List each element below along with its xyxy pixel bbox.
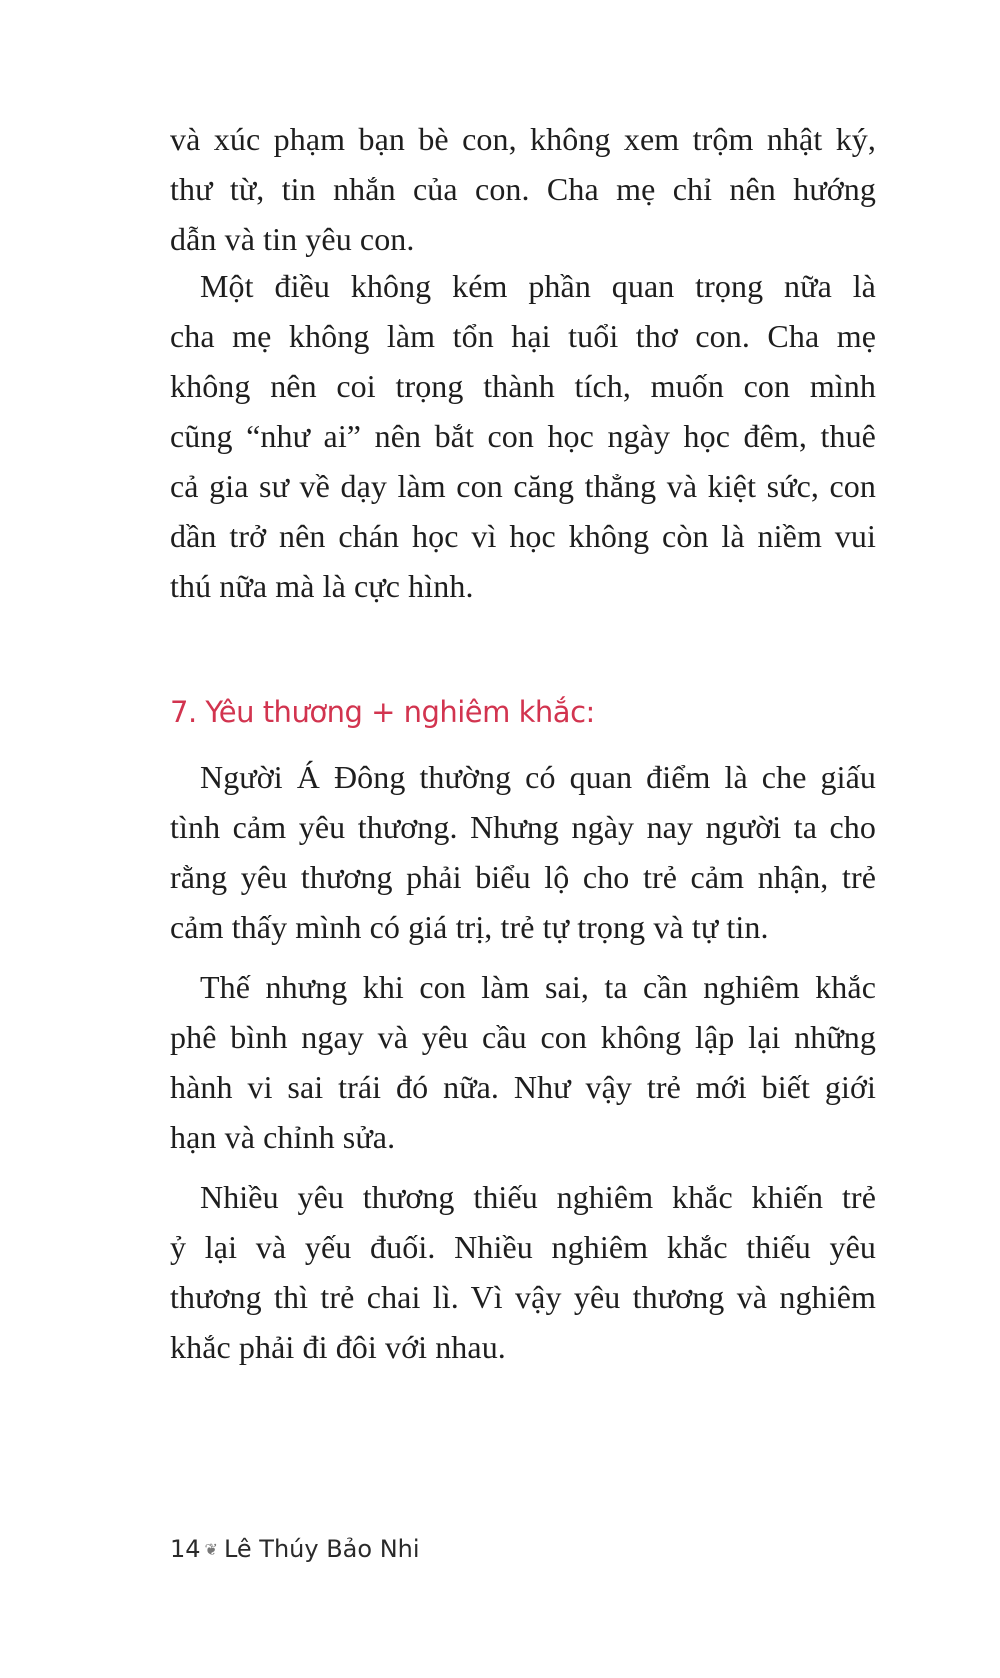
author-name: Lê Thúy Bảo Nhi — [223, 1535, 420, 1563]
text-line: Người Á Đông thường có quan điểm là che giấu — [200, 759, 876, 795]
text-line: Nhiều yêu thương thiếu nghiêm khắc khiến trẻ — [200, 1179, 876, 1215]
text-line: thương thì trẻ chai lì. Vì vậy yêu thương và nghiêm — [170, 1279, 876, 1315]
paragraph — [170, 752, 876, 952]
text-line: cảm thấy mình có giá trị, trẻ tự trọng và tự tin. — [170, 909, 769, 945]
paragraph — [170, 1172, 876, 1372]
text-line: dần trở nên chán học vì học không còn là niềm vui — [170, 518, 876, 554]
text-line: không nên coi trọng thành tích, muốn con mình — [170, 368, 876, 404]
text-line: cả gia sư về dạy làm con căng thẳng và kiệt sức, con — [170, 468, 876, 504]
text-line: dẫn và tin yêu con. — [170, 221, 415, 257]
fleuron-icon: ❦ — [204, 1540, 218, 1559]
text-line: Một điều không kém phần quan trọng nữa là — [200, 268, 876, 304]
page-footer — [170, 1532, 420, 1567]
text-line: hành vi sai trái đó nữa. Như vậy trẻ mới biết giới — [170, 1069, 876, 1105]
text-line: cha mẹ không làm tổn hại tuổi thơ con. Cha mẹ — [170, 318, 876, 354]
section-heading: 7. Yêu thương + nghiêm khắc: — [170, 695, 595, 729]
paragraph-continuation — [170, 114, 876, 264]
text-line: ỷ lại và yếu đuối. Nhiều nghiêm khắc thiếu yêu — [170, 1229, 876, 1265]
paragraph — [170, 962, 876, 1162]
text-line: Thế nhưng khi con làm sai, ta cần nghiêm khắc — [200, 969, 876, 1005]
text-line: phê bình ngay và yêu cầu con không lập lại những — [170, 1019, 876, 1055]
text-line: rằng yêu thương phải biểu lộ cho trẻ cảm nhận, trẻ — [170, 859, 876, 895]
text-line: và xúc phạm bạn bè con, không xem trộm nhật ký, — [170, 121, 876, 157]
text-line: hạn và chỉnh sửa. — [170, 1119, 396, 1155]
paragraph — [170, 261, 876, 611]
text-line: khắc phải đi đôi với nhau. — [170, 1329, 506, 1365]
text-line: thư từ, tin nhắn của con. Cha mẹ chỉ nên hướng — [170, 171, 876, 207]
text-line: thú nữa mà là cực hình. — [170, 568, 474, 604]
page-number: 14 — [170, 1535, 201, 1563]
text-line: tình cảm yêu thương. Nhưng ngày nay người ta cho — [170, 809, 876, 845]
text-line: cũng “như ai” nên bắt con học ngày học đêm, thuê — [170, 418, 876, 454]
